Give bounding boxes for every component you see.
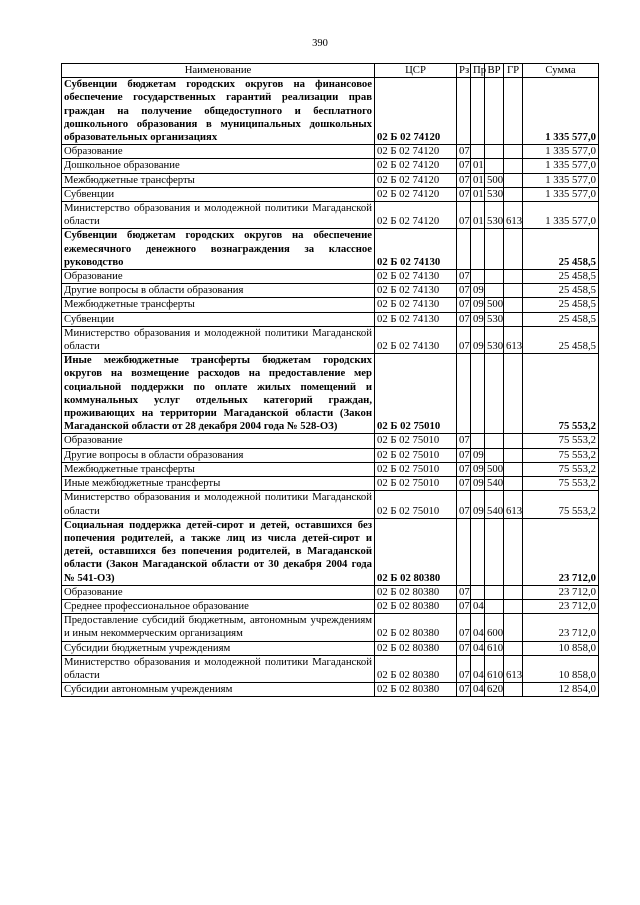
cell-code: 02 Б 02 80380 bbox=[375, 518, 457, 585]
cell-rz: 07 bbox=[457, 284, 471, 298]
header-pr: Пр bbox=[471, 64, 485, 78]
cell-pr: 04 bbox=[471, 614, 485, 641]
table-row bbox=[62, 312, 599, 326]
cell-code: 02 Б 02 80380 bbox=[375, 599, 457, 613]
table-section-row bbox=[62, 229, 599, 270]
cell-code: 02 Б 02 74130 bbox=[375, 312, 457, 326]
cell-vr: 530 bbox=[485, 202, 504, 229]
cell-rz: 07 bbox=[457, 655, 471, 682]
cell-code: 02 Б 02 75010 bbox=[375, 462, 457, 476]
cell-amount: 23 712,0 bbox=[523, 599, 599, 613]
cell-rz: 07 bbox=[457, 173, 471, 187]
cell-name: Субвенции бюджетам городских округов на финансовое обеспечение государственных гарантий реализации прав граждан на получение общедоступного и бесплатного дошкольного образования в муниципальных дошкольных образовательных организациях bbox=[62, 78, 375, 145]
cell-name: Субсидии автономным учреждениям bbox=[62, 683, 375, 697]
cell-amount: 10 858,0 bbox=[523, 641, 599, 655]
cell-gr: 613 bbox=[504, 655, 523, 682]
cell-name: Другие вопросы в области образования bbox=[62, 448, 375, 462]
cell-amount: 25 458,5 bbox=[523, 284, 599, 298]
cell-vr: 530 bbox=[485, 187, 504, 201]
table-row bbox=[62, 145, 599, 159]
cell-pr: 09 bbox=[471, 448, 485, 462]
cell-pr: 09 bbox=[471, 284, 485, 298]
cell-gr bbox=[504, 448, 523, 462]
cell-code: 02 Б 02 80380 bbox=[375, 655, 457, 682]
cell-vr: 530 bbox=[485, 326, 504, 353]
cell-amount: 25 458,5 bbox=[523, 270, 599, 284]
cell-code: 02 Б 02 74120 bbox=[375, 173, 457, 187]
table-row bbox=[62, 599, 599, 613]
cell-rz: 07 bbox=[457, 683, 471, 697]
table-row bbox=[62, 641, 599, 655]
table-row bbox=[62, 462, 599, 476]
cell-gr bbox=[504, 585, 523, 599]
cell-code: 02 Б 02 80380 bbox=[375, 641, 457, 655]
cell-gr bbox=[504, 173, 523, 187]
cell-amount: 23 712,0 bbox=[523, 518, 599, 585]
cell-name: Среднее профессиональное образование bbox=[62, 599, 375, 613]
cell-rz: 07 bbox=[457, 585, 471, 599]
cell-code: 02 Б 02 75010 bbox=[375, 448, 457, 462]
cell-rz: 07 bbox=[457, 298, 471, 312]
table-row bbox=[62, 173, 599, 187]
cell-gr: 613 bbox=[504, 491, 523, 518]
cell-pr: 09 bbox=[471, 312, 485, 326]
cell-code: 02 Б 02 74120 bbox=[375, 159, 457, 173]
cell-rz: 07 bbox=[457, 477, 471, 491]
cell-vr bbox=[485, 145, 504, 159]
cell-gr bbox=[504, 518, 523, 585]
cell-gr bbox=[504, 284, 523, 298]
cell-amount: 1 335 577,0 bbox=[523, 78, 599, 145]
cell-amount: 1 335 577,0 bbox=[523, 145, 599, 159]
table-row bbox=[62, 491, 599, 518]
cell-gr bbox=[504, 462, 523, 476]
cell-amount: 1 335 577,0 bbox=[523, 173, 599, 187]
cell-gr bbox=[504, 78, 523, 145]
cell-vr: 530 bbox=[485, 312, 504, 326]
cell-name: Иные межбюджетные трансферты bbox=[62, 477, 375, 491]
table-row bbox=[62, 614, 599, 641]
cell-rz: 07 bbox=[457, 462, 471, 476]
cell-pr: 01 bbox=[471, 159, 485, 173]
cell-rz: 07 bbox=[457, 145, 471, 159]
cell-gr bbox=[504, 599, 523, 613]
cell-vr bbox=[485, 599, 504, 613]
cell-rz bbox=[457, 229, 471, 270]
table-section-row bbox=[62, 518, 599, 585]
cell-vr: 500 bbox=[485, 298, 504, 312]
cell-pr: 04 bbox=[471, 683, 485, 697]
cell-pr bbox=[471, 229, 485, 270]
cell-vr: 610 bbox=[485, 641, 504, 655]
table-row bbox=[62, 585, 599, 599]
cell-name: Образование bbox=[62, 585, 375, 599]
table-row bbox=[62, 270, 599, 284]
cell-vr: 610 bbox=[485, 655, 504, 682]
cell-vr: 540 bbox=[485, 477, 504, 491]
header-vr: ВР bbox=[485, 64, 504, 78]
cell-name: Социальная поддержка детей-сирот и детей, оставшихся без попечения родителей, а также лиц из числа детей-сирот и детей, оставшихся без попечения родителей, в Магаданской области (Закон Магаданской области от 30 декабря 2004 года № 541-ОЗ) bbox=[62, 518, 375, 585]
cell-gr bbox=[504, 354, 523, 434]
cell-rz: 07 bbox=[457, 159, 471, 173]
cell-amount: 75 553,2 bbox=[523, 434, 599, 448]
cell-pr: 01 bbox=[471, 202, 485, 229]
cell-name: Субвенции bbox=[62, 312, 375, 326]
cell-rz: 07 bbox=[457, 270, 471, 284]
cell-code: 02 Б 02 80380 bbox=[375, 614, 457, 641]
cell-rz bbox=[457, 518, 471, 585]
cell-name: Предоставление субсидий бюджетным, автономным учреждениям и иным некоммерческим организациям bbox=[62, 614, 375, 641]
cell-gr bbox=[504, 145, 523, 159]
cell-amount: 12 854,0 bbox=[523, 683, 599, 697]
cell-name: Образование bbox=[62, 434, 375, 448]
cell-code: 02 Б 02 74130 bbox=[375, 326, 457, 353]
cell-rz: 07 bbox=[457, 202, 471, 229]
cell-pr: 09 bbox=[471, 326, 485, 353]
header-name: Наименование bbox=[62, 64, 375, 78]
cell-pr bbox=[471, 145, 485, 159]
cell-rz: 07 bbox=[457, 448, 471, 462]
table-row bbox=[62, 477, 599, 491]
cell-gr bbox=[504, 477, 523, 491]
cell-vr bbox=[485, 354, 504, 434]
cell-code: 02 Б 02 75010 bbox=[375, 354, 457, 434]
cell-vr bbox=[485, 284, 504, 298]
cell-gr: 613 bbox=[504, 326, 523, 353]
cell-gr bbox=[504, 187, 523, 201]
cell-name: Министерство образования и молодежной политики Магаданской области bbox=[62, 202, 375, 229]
table-row bbox=[62, 655, 599, 682]
cell-rz: 07 bbox=[457, 641, 471, 655]
header-amount: Сумма bbox=[523, 64, 599, 78]
cell-rz: 07 bbox=[457, 614, 471, 641]
cell-pr bbox=[471, 434, 485, 448]
cell-gr bbox=[504, 683, 523, 697]
cell-code: 02 Б 02 75010 bbox=[375, 491, 457, 518]
cell-code: 02 Б 02 80380 bbox=[375, 683, 457, 697]
cell-rz: 07 bbox=[457, 187, 471, 201]
cell-name: Министерство образования и молодежной политики Магаданской области bbox=[62, 655, 375, 682]
table-row bbox=[62, 159, 599, 173]
cell-gr bbox=[504, 641, 523, 655]
page-number: 390 bbox=[312, 38, 328, 49]
cell-name: Межбюджетные трансферты bbox=[62, 462, 375, 476]
cell-amount: 75 553,2 bbox=[523, 462, 599, 476]
cell-amount: 75 553,2 bbox=[523, 491, 599, 518]
table-row bbox=[62, 683, 599, 697]
table-row bbox=[62, 187, 599, 201]
cell-pr: 04 bbox=[471, 599, 485, 613]
cell-gr bbox=[504, 229, 523, 270]
cell-gr bbox=[504, 298, 523, 312]
cell-vr: 620 bbox=[485, 683, 504, 697]
table-section-row bbox=[62, 78, 599, 145]
cell-pr: 04 bbox=[471, 655, 485, 682]
cell-vr bbox=[485, 270, 504, 284]
cell-gr bbox=[504, 270, 523, 284]
cell-rz: 07 bbox=[457, 312, 471, 326]
cell-vr bbox=[485, 448, 504, 462]
cell-amount: 25 458,5 bbox=[523, 229, 599, 270]
cell-amount: 23 712,0 bbox=[523, 614, 599, 641]
header-gr: ГР bbox=[504, 64, 523, 78]
cell-pr: 09 bbox=[471, 491, 485, 518]
cell-pr: 01 bbox=[471, 173, 485, 187]
cell-vr bbox=[485, 518, 504, 585]
cell-pr bbox=[471, 518, 485, 585]
cell-amount: 25 458,5 bbox=[523, 298, 599, 312]
cell-gr: 613 bbox=[504, 202, 523, 229]
cell-name: Субвенции бюджетам городских округов на обеспечение ежемесячного денежного вознаграждения за классное руководство bbox=[62, 229, 375, 270]
cell-name: Другие вопросы в области образования bbox=[62, 284, 375, 298]
cell-vr: 500 bbox=[485, 462, 504, 476]
table-row bbox=[62, 434, 599, 448]
cell-code: 02 Б 02 74130 bbox=[375, 298, 457, 312]
cell-name: Межбюджетные трансферты bbox=[62, 298, 375, 312]
cell-pr: 04 bbox=[471, 641, 485, 655]
cell-gr bbox=[504, 312, 523, 326]
cell-amount: 1 335 577,0 bbox=[523, 202, 599, 229]
cell-pr bbox=[471, 585, 485, 599]
cell-pr: 09 bbox=[471, 298, 485, 312]
table-row bbox=[62, 202, 599, 229]
cell-pr bbox=[471, 354, 485, 434]
cell-amount: 75 553,2 bbox=[523, 354, 599, 434]
cell-name: Министерство образования и молодежной политики Магаданской области bbox=[62, 491, 375, 518]
cell-vr: 540 bbox=[485, 491, 504, 518]
cell-code: 02 Б 02 74130 bbox=[375, 284, 457, 298]
cell-amount: 25 458,5 bbox=[523, 326, 599, 353]
cell-amount: 25 458,5 bbox=[523, 312, 599, 326]
cell-pr: 01 bbox=[471, 187, 485, 201]
table-row bbox=[62, 326, 599, 353]
cell-rz bbox=[457, 354, 471, 434]
cell-gr bbox=[504, 159, 523, 173]
cell-code: 02 Б 02 74120 bbox=[375, 187, 457, 201]
cell-vr bbox=[485, 229, 504, 270]
cell-rz: 07 bbox=[457, 434, 471, 448]
table-row bbox=[62, 448, 599, 462]
cell-amount: 75 553,2 bbox=[523, 448, 599, 462]
cell-vr bbox=[485, 434, 504, 448]
table-row bbox=[62, 284, 599, 298]
cell-pr: 09 bbox=[471, 477, 485, 491]
cell-vr: 600 bbox=[485, 614, 504, 641]
table-header-row bbox=[62, 64, 599, 78]
cell-name: Субвенции bbox=[62, 187, 375, 201]
budget-table bbox=[61, 63, 599, 697]
cell-code: 02 Б 02 74120 bbox=[375, 202, 457, 229]
cell-vr: 500 bbox=[485, 173, 504, 187]
table-section-row bbox=[62, 354, 599, 434]
cell-rz bbox=[457, 78, 471, 145]
cell-rz: 07 bbox=[457, 326, 471, 353]
cell-name: Министерство образования и молодежной политики Магаданской области bbox=[62, 326, 375, 353]
cell-vr bbox=[485, 159, 504, 173]
cell-pr bbox=[471, 78, 485, 145]
cell-vr bbox=[485, 78, 504, 145]
cell-name: Межбюджетные трансферты bbox=[62, 173, 375, 187]
cell-code: 02 Б 02 75010 bbox=[375, 477, 457, 491]
cell-name: Образование bbox=[62, 145, 375, 159]
cell-amount: 10 858,0 bbox=[523, 655, 599, 682]
cell-code: 02 Б 02 74130 bbox=[375, 270, 457, 284]
cell-pr: 09 bbox=[471, 462, 485, 476]
cell-gr bbox=[504, 434, 523, 448]
cell-amount: 75 553,2 bbox=[523, 477, 599, 491]
header-code: ЦСР bbox=[375, 64, 457, 78]
cell-amount: 23 712,0 bbox=[523, 585, 599, 599]
cell-name: Субсидии бюджетным учреждениям bbox=[62, 641, 375, 655]
cell-gr bbox=[504, 614, 523, 641]
table-row bbox=[62, 298, 599, 312]
cell-name: Дошкольное образование bbox=[62, 159, 375, 173]
cell-pr bbox=[471, 270, 485, 284]
cell-code: 02 Б 02 74120 bbox=[375, 145, 457, 159]
cell-name: Образование bbox=[62, 270, 375, 284]
cell-code: 02 Б 02 74130 bbox=[375, 229, 457, 270]
cell-vr bbox=[485, 585, 504, 599]
header-rz: Рз bbox=[457, 64, 471, 78]
cell-rz: 07 bbox=[457, 491, 471, 518]
cell-amount: 1 335 577,0 bbox=[523, 187, 599, 201]
cell-rz: 07 bbox=[457, 599, 471, 613]
cell-code: 02 Б 02 74120 bbox=[375, 78, 457, 145]
cell-name: Иные межбюджетные трансферты бюджетам городских округов на возмещение расходов на предоставление мер социальной поддержки по оплате жилых помещений и коммунальных услуг отдельных категорий граждан, проживающих на территории Магаданской области (Закон Магаданской области от 28 декабря 2004 года № 528-ОЗ) bbox=[62, 354, 375, 434]
cell-amount: 1 335 577,0 bbox=[523, 159, 599, 173]
cell-code: 02 Б 02 80380 bbox=[375, 585, 457, 599]
cell-code: 02 Б 02 75010 bbox=[375, 434, 457, 448]
